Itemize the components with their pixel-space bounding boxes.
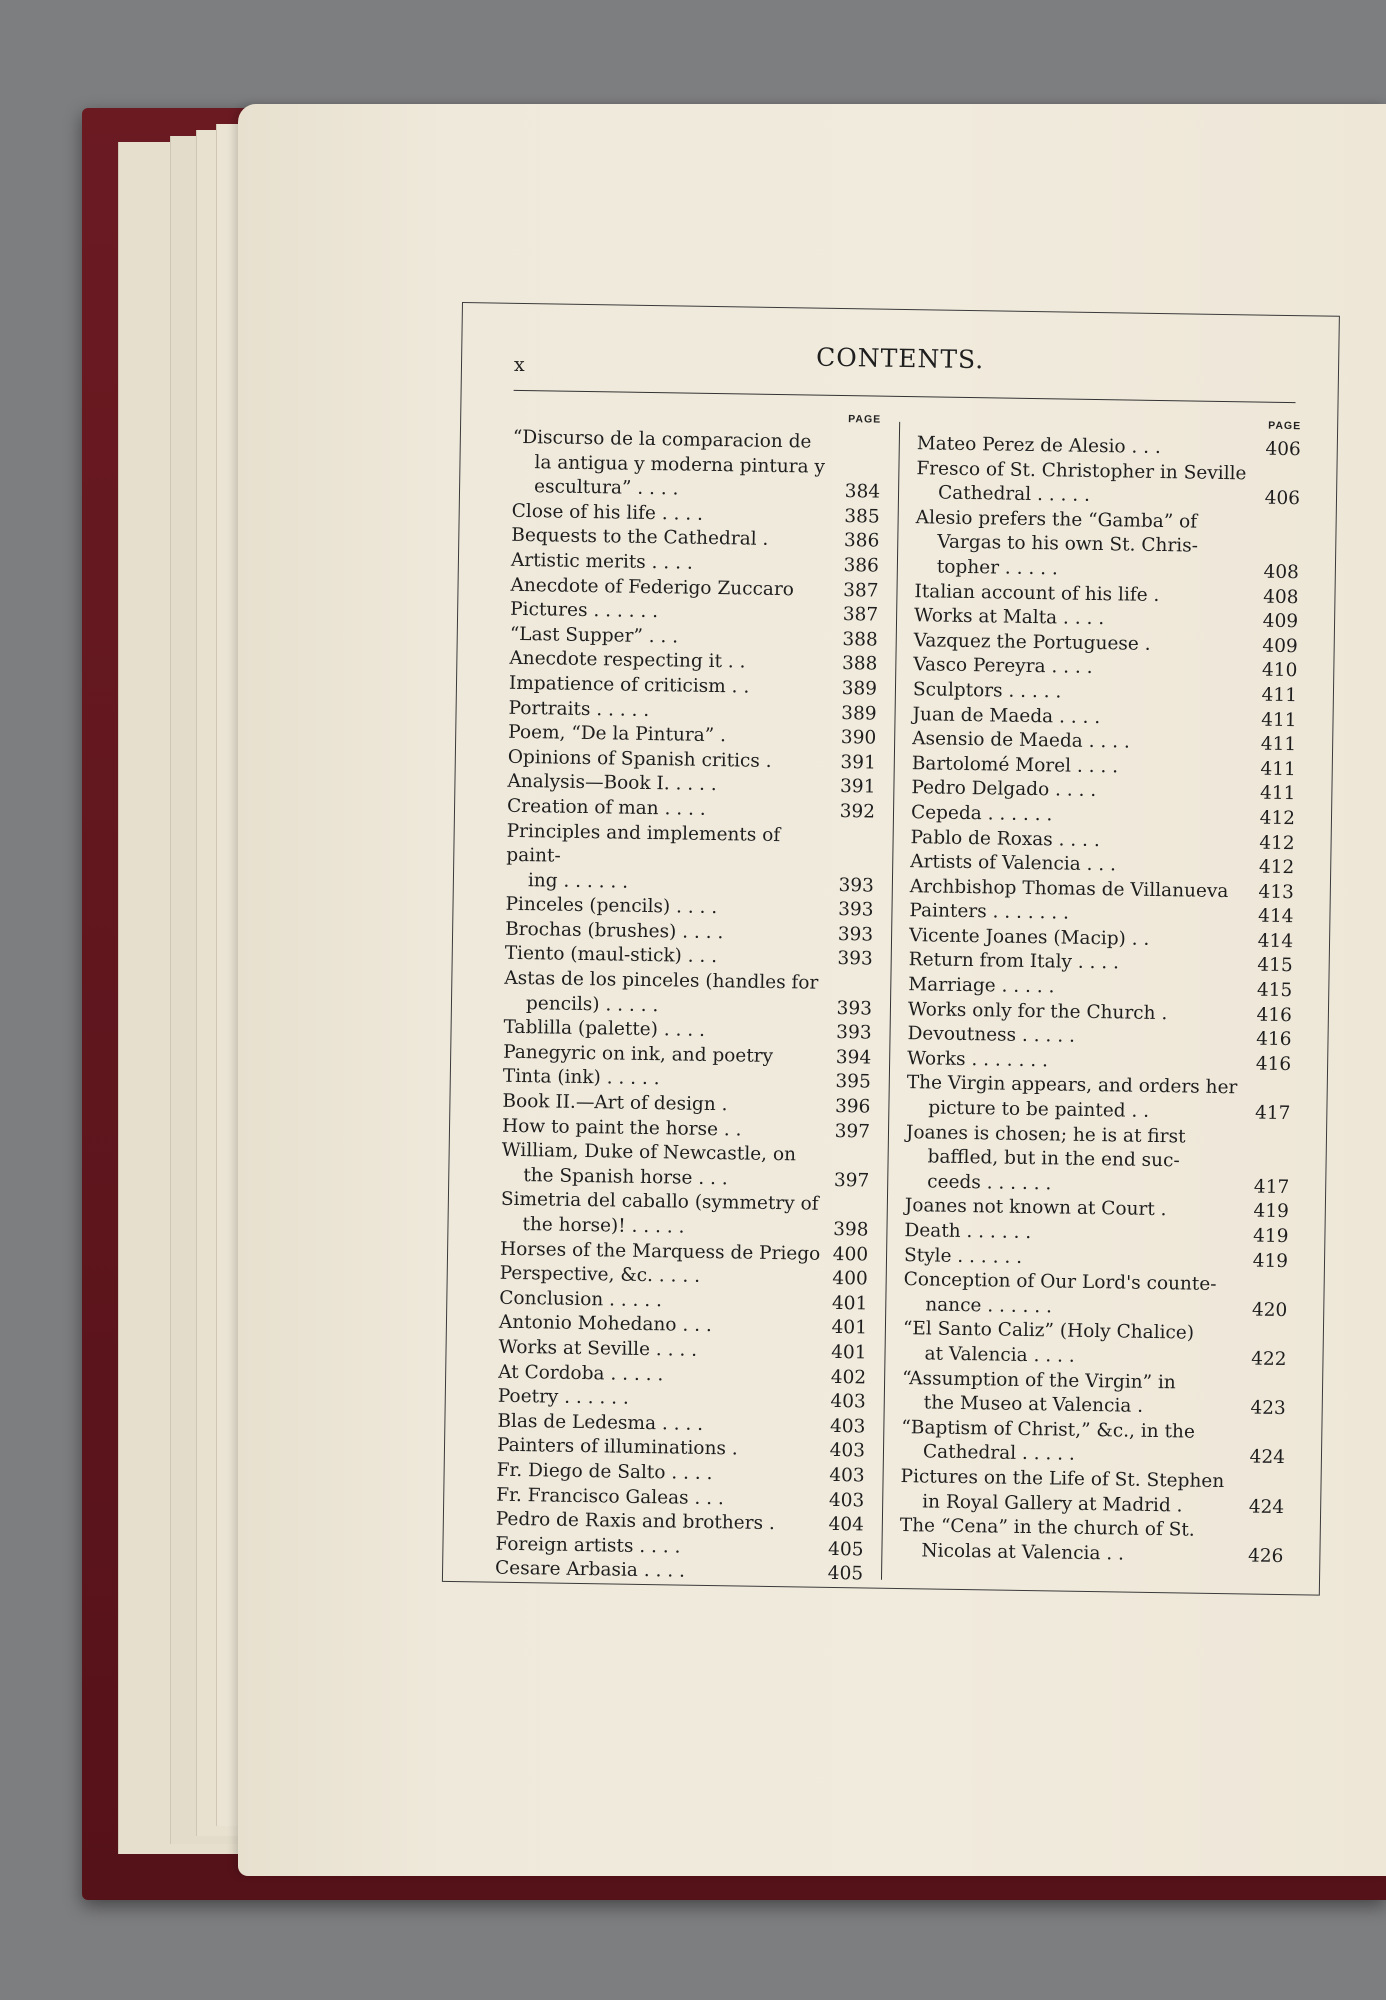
entry-line: “Last Supper” . . . <box>509 623 679 648</box>
entry-line: the horse)! . . . . . <box>522 1214 685 1238</box>
entry-line: Sculptors . . . . . <box>912 679 1062 703</box>
entry-title <box>916 457 1301 512</box>
entry-title <box>901 1416 1286 1471</box>
entry-page-number: 424 <box>1249 1446 1286 1469</box>
entry-line: Anecdote respecting it . . <box>509 648 746 673</box>
entry-page-number: 416 <box>1255 1053 1292 1075</box>
contents-column-right <box>899 414 1301 1569</box>
entry-page-number: 408 <box>1263 561 1300 584</box>
entry-line: la antigua y moderna pintura y <box>534 451 826 478</box>
contents-entry <box>915 506 1300 586</box>
entry-page-number: 386 <box>843 530 880 552</box>
entry-page-number: 410 <box>1261 659 1298 682</box>
entry-line: baffled, but in the end suc- <box>927 1146 1180 1172</box>
entry-page-number: 416 <box>1256 1004 1293 1026</box>
entry-line: Impatience of criticism . . <box>508 672 750 698</box>
entry-line: Anecdote of Federigo Zuccaro <box>510 574 795 600</box>
entry-line: Brochas (brushes) . . . . <box>504 918 724 944</box>
entry-line: Panegyric on ink, and poetry <box>503 1041 774 1067</box>
header-rule <box>514 390 1296 403</box>
entry-line: topher . . . . . <box>936 556 1058 580</box>
entry-line: at Valencia . . . . <box>924 1343 1075 1367</box>
entry-page-number: 406 <box>1265 438 1301 461</box>
entry-line: Bartolomé Morel . . . . <box>911 752 1119 778</box>
entry-line: Vargas to his own St. Chris- <box>937 531 1199 557</box>
entry-line: escultura” . . . . <box>533 476 679 500</box>
entry-line: Perspective, &c. . . . . <box>499 1262 701 1288</box>
entry-line: Pinceles (pencils) . . . . <box>505 894 718 919</box>
entry-line: Asensio de Maeda . . . . <box>912 728 1130 753</box>
entry-line: Book II.—Art of design . <box>502 1090 728 1116</box>
contents-column-left <box>495 408 881 1588</box>
page-column-label: PAGE <box>1268 419 1302 433</box>
entry-page-number: 423 <box>1250 1397 1286 1420</box>
entry-line: Tiento (maul-stick) . . . <box>504 943 718 968</box>
entry-line: Pedro de Raxis and brothers . <box>495 1508 775 1535</box>
entry-line: “El Santo Caliz” (Holy Chalice) <box>902 1318 1195 1344</box>
contents-entry <box>501 1139 870 1194</box>
entry-page-number: 388 <box>842 628 878 651</box>
entry-page-number: 419 <box>1253 1200 1289 1223</box>
entry-line: Works only for the Church . <box>907 998 1168 1024</box>
entry-line: How to paint the horse . . <box>501 1115 742 1141</box>
entry-line: Vasco Pereyra . . . . <box>913 654 1093 679</box>
entry-page-number: 397 <box>833 1169 870 1192</box>
entry-page-number: 403 <box>829 1464 865 1487</box>
contents-entry <box>902 1317 1287 1372</box>
contents-entry <box>902 1367 1287 1422</box>
entry-line: Portraits . . . . . <box>508 697 650 721</box>
entry-line: Antonio Mohedano . . . <box>498 1312 712 1337</box>
entry-page-number: 417 <box>1253 1176 1290 1198</box>
page-title: CONTENTS. <box>815 342 985 375</box>
entry-line: Pictures . . . . . . <box>510 598 659 623</box>
entry-page-number: 393 <box>837 923 874 946</box>
entry-line: ceeds . . . . . . <box>927 1171 1052 1195</box>
entry-title <box>504 967 873 1022</box>
entry-page-number: 393 <box>836 1022 872 1044</box>
entry-page-number: 393 <box>838 874 875 897</box>
contents-entry <box>500 1188 869 1243</box>
entry-line: The “Cena” in the church of St. <box>899 1515 1195 1541</box>
entry-line: Close of his life . . . . <box>511 500 704 525</box>
entry-page-number: 390 <box>840 727 877 749</box>
entry-line: Vicente Joanes (Macip) . . <box>908 924 1150 950</box>
entry-page-number: 403 <box>828 1489 865 1511</box>
entry-title <box>906 1072 1291 1127</box>
entry-page-number: 405 <box>827 1563 864 1585</box>
page-number: x <box>513 353 525 376</box>
entry-line: Fr. Diego de Salto . . . . <box>496 1459 713 1485</box>
entry-line: Principles and implements of paint- <box>506 820 781 867</box>
entry-title <box>903 1268 1288 1323</box>
entry-page-number: 388 <box>841 653 878 675</box>
entry-page-number: 424 <box>1248 1496 1285 1518</box>
entry-line: picture to be painted . . <box>928 1097 1150 1122</box>
entry-line: Bequests to the Cathedral . <box>511 525 769 551</box>
page-column-label: PAGE <box>848 413 882 426</box>
entry-line: Horses of the Marquess de Priego <box>499 1238 821 1265</box>
entry-list <box>495 426 881 1588</box>
entry-title <box>495 1557 863 1587</box>
entry-line: At Cordoba . . . . . <box>498 1361 664 1385</box>
entry-line: Cathedral . . . . . <box>937 482 1091 507</box>
entry-title <box>905 1121 1290 1201</box>
entry-line: “Discurso de la comparacion de <box>512 426 812 453</box>
entry-line: Blas de Ledesma . . . . <box>497 1410 704 1435</box>
entry-line: Foreign artists . . . . <box>495 1533 681 1558</box>
entry-line: Fresco of St. Christopher in Seville <box>916 457 1247 484</box>
entry-page-number: 413 <box>1258 881 1294 903</box>
entry-page-number: 386 <box>843 554 880 577</box>
entry-page-number: 404 <box>828 1514 865 1536</box>
entry-line: “Baptism of Christ,” &c., in the <box>901 1416 1196 1443</box>
entry-line: Poetry . . . . . . <box>497 1385 630 1409</box>
entry-line: Tinta (ink) . . . . . <box>502 1066 660 1090</box>
contents-entry <box>506 819 875 899</box>
entry-line: Nicolas at Valencia . . <box>921 1540 1125 1565</box>
entry-page-number: 419 <box>1252 1225 1289 1248</box>
column-divider <box>881 422 900 1580</box>
entry-line: Conception of Our Lord's counte- <box>903 1269 1217 1296</box>
entry-page-number: 412 <box>1258 856 1295 879</box>
entry-page-number: 414 <box>1257 930 1294 953</box>
entry-line: “Assumption of the Virgin” in <box>901 1367 1176 1393</box>
entry-page-number: 408 <box>1262 586 1299 608</box>
entry-list <box>899 432 1301 1569</box>
entry-page-number: 403 <box>830 1391 866 1413</box>
entry-page-number: 426 <box>1247 1545 1284 1567</box>
entry-page-number: 411 <box>1261 709 1297 731</box>
entry-line: William, Duke of Newcastle, on <box>501 1139 797 1166</box>
page-header <box>462 303 1339 405</box>
entry-page-number: 396 <box>834 1095 871 1118</box>
contents-entry <box>916 457 1301 512</box>
entry-line: in Royal Gallery at Madrid . <box>922 1490 1183 1516</box>
entry-line: Italian account of his life . <box>914 580 1160 606</box>
entry-line: Pictures on the Life of St. Stephen <box>900 1465 1225 1493</box>
entry-title <box>902 1367 1287 1422</box>
entry-page-number: 402 <box>830 1366 867 1389</box>
contents-entry <box>900 1465 1285 1520</box>
entry-page-number: 403 <box>829 1415 866 1438</box>
entry-page-number: 412 <box>1259 832 1295 854</box>
entry-page-number: 419 <box>1252 1250 1289 1272</box>
entry-line: Return from Italy . . . . <box>908 949 1120 974</box>
entry-line: Fr. Francisco Galeas . . . <box>496 1484 725 1509</box>
contents-entry <box>906 1072 1291 1127</box>
entry-line: Analysis—Book I. . . . . <box>507 771 717 796</box>
entry-page-number: 406 <box>1264 487 1301 510</box>
entry-page-number: 387 <box>842 604 879 626</box>
entry-title <box>899 1514 1284 1569</box>
contents-entry <box>901 1416 1286 1471</box>
entry-page-number: 389 <box>841 702 877 725</box>
entry-line: Works at Seville . . . . <box>498 1336 698 1361</box>
entry-page-number: 415 <box>1257 955 1293 977</box>
entry-line: pencils) . . . . . <box>525 992 659 1016</box>
entry-title <box>512 426 881 506</box>
entry-line: Joanes not known at Court . <box>904 1195 1167 1221</box>
entry-line: The Virgin appears, and orders her <box>906 1072 1238 1099</box>
entry-page-number: 417 <box>1254 1102 1291 1125</box>
entry-line: Mateo Perez de Alesio . . . <box>916 433 1162 458</box>
entry-page-number: 391 <box>840 751 876 774</box>
entry-line: Pablo de Roxas . . . . <box>910 826 1100 851</box>
entry-line: Creation of man . . . . <box>506 795 706 820</box>
entry-page-number: 401 <box>831 1292 868 1315</box>
entry-page-number: 411 <box>1261 684 1298 707</box>
entry-page-number: 394 <box>835 1046 872 1069</box>
entry-page-number: 393 <box>836 997 873 1020</box>
entry-line: Simetria del caballo (symmetry of <box>500 1189 819 1216</box>
entry-page-number: 395 <box>835 1071 871 1093</box>
entry-page-number: 393 <box>837 948 873 970</box>
entry-line: Artistic merits . . . . <box>510 549 693 574</box>
entry-page-number: 422 <box>1251 1348 1287 1371</box>
entry-line: Painters . . . . . . . <box>909 900 1070 924</box>
entry-line: Cepeda . . . . . . <box>910 802 1053 826</box>
entry-page-number: 420 <box>1251 1299 1288 1321</box>
contents-frame <box>442 302 1340 1596</box>
entry-page-number: 400 <box>832 1268 868 1290</box>
entry-page-number: 411 <box>1260 733 1297 756</box>
entry-title <box>501 1139 870 1194</box>
entry-line: the Museo at Valencia . <box>923 1392 1144 1417</box>
entry-page-number: 400 <box>832 1243 869 1266</box>
entry-title <box>500 1188 869 1243</box>
contents-entry <box>504 967 873 1022</box>
entry-title <box>900 1465 1285 1520</box>
entry-line: Conclusion . . . . . <box>499 1287 663 1312</box>
entry-line: Archbishop Thomas de Villanueva <box>909 875 1229 902</box>
entry-line: Works . . . . . . . <box>907 1047 1049 1072</box>
entry-line: Devoutness . . . . . <box>907 1023 1076 1047</box>
entry-page-number: 385 <box>844 505 880 528</box>
entry-line: Alesio prefers the “Gamba” of <box>915 506 1198 533</box>
entry-page-number: 411 <box>1260 758 1296 780</box>
entry-page-number: 412 <box>1259 807 1296 830</box>
entry-line: nance . . . . . . <box>925 1294 1053 1318</box>
entry-line: Opinions of Spanish critics . <box>507 746 772 772</box>
contents-entry <box>905 1121 1290 1201</box>
entry-line: Vazquez the Portuguese . <box>913 629 1151 655</box>
entry-page-number: 391 <box>839 776 876 798</box>
entry-line: Cesare Arbasia . . . . <box>494 1557 686 1582</box>
entry-page-number: 393 <box>838 899 874 921</box>
entry-page-number: 398 <box>833 1218 869 1241</box>
entry-line: Joanes is chosen; he is at first <box>905 1121 1186 1148</box>
entry-page-number: 387 <box>843 579 879 602</box>
contents-entry <box>899 1514 1284 1569</box>
contents-entry <box>903 1268 1288 1323</box>
entry-page-number: 397 <box>834 1120 871 1143</box>
entry-line: Marriage . . . . . <box>908 974 1055 998</box>
entry-line: ing . . . . . . <box>527 869 629 893</box>
entry-page-number: 411 <box>1259 782 1296 805</box>
entry-line: Pedro Delgado . . . . <box>911 777 1097 802</box>
entry-title <box>506 819 875 899</box>
entry-line: Death . . . . . . <box>904 1220 1032 1244</box>
entry-page-number: 401 <box>831 1341 867 1364</box>
contents-entry <box>512 426 881 506</box>
entry-line: Style . . . . . . <box>903 1244 1023 1268</box>
entry-page-number: 389 <box>841 677 878 700</box>
entry-line: the Spanish horse . . . <box>523 1164 728 1190</box>
entry-page-number: 409 <box>1262 610 1299 633</box>
entry-line: Poem, “De la Pintura” . <box>508 721 727 747</box>
entry-page-number: 384 <box>844 481 881 503</box>
entry-page-number: 416 <box>1256 1028 1292 1051</box>
contents-entry <box>495 1557 863 1587</box>
entry-page-number: 392 <box>839 800 876 823</box>
entry-page-number: 414 <box>1257 905 1294 928</box>
entry-page-number: 403 <box>829 1440 866 1462</box>
entry-page-number: 415 <box>1256 979 1293 1002</box>
entry-line: Cathedral . . . . . <box>922 1441 1076 1466</box>
entry-line: Artists of Valencia . . . <box>910 851 1117 876</box>
entry-line: Juan de Maeda . . . . <box>912 703 1101 728</box>
entry-line: Astas de los pinceles (handles for <box>504 967 819 994</box>
entry-page-number: 409 <box>1262 635 1298 657</box>
entry-line: Painters of illuminations . <box>496 1435 738 1460</box>
entry-page-number: 405 <box>827 1538 864 1561</box>
entry-line: Works at Malta . . . . <box>913 605 1105 630</box>
entry-line: Tablilla (palette) . . . . <box>503 1016 706 1042</box>
entry-title <box>915 506 1300 586</box>
entry-page-number: 401 <box>831 1317 868 1339</box>
entry-title <box>902 1317 1287 1372</box>
